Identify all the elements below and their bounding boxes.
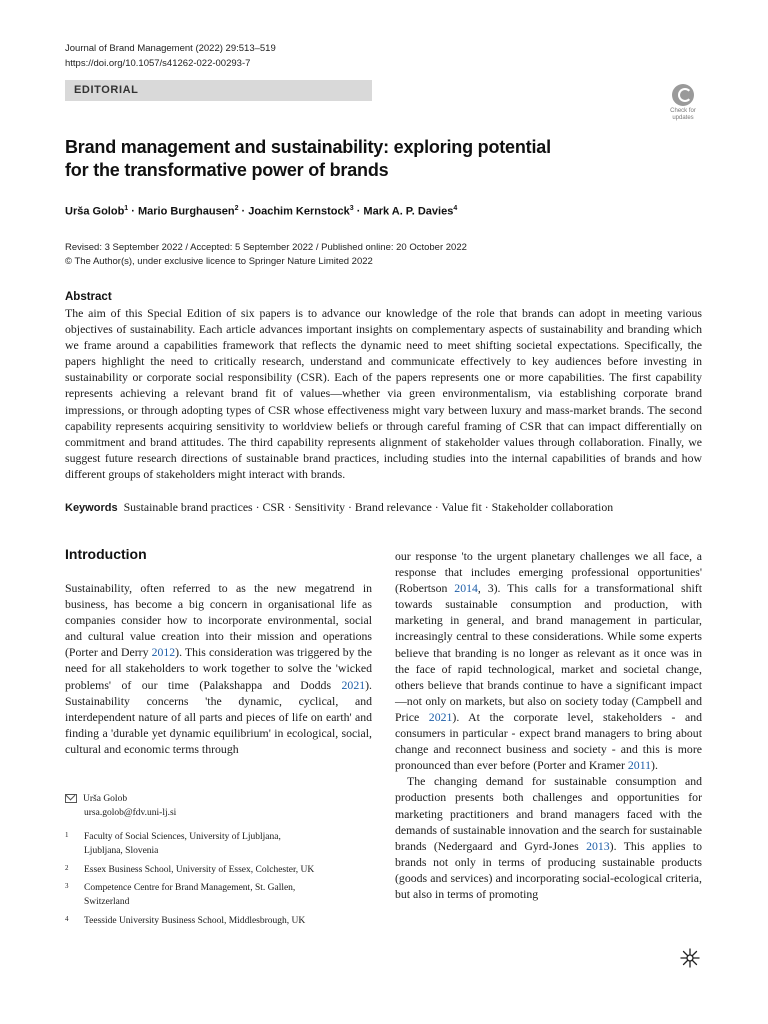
corresponding-author bbox=[65, 792, 176, 820]
affiliation bbox=[65, 830, 365, 858]
check-for-updates-badge[interactable] bbox=[663, 84, 703, 122]
paragraph: our response 'to the urgent planetary challenges we all face, a response that includes emerging professional opportunities' (Robertson 2014, 3). This calls for a transformational shift towards sustainable consumption and production, with marketing in general, and brand management in particular, increasingly central to these considerations. While some experts believe that branding is no longer as relevant as it once was in the face of rapid technological, market and societal change, others believe that brands continue to have a significant impact—not only on markets, but also on society today (Campbell and Price 2021). At the corporate level, stakeholders - and consumers in particular - expect brand managers to bring about change and reconnect business and society - and this is more pronounced than ever before (Porter and Kramer 2011). bbox=[395, 549, 702, 773]
author-name[interactable]: Mark A. P. Davies bbox=[363, 205, 454, 218]
citation-link[interactable]: 2021 bbox=[428, 709, 453, 724]
keywords bbox=[65, 500, 613, 515]
article-title bbox=[65, 136, 625, 182]
section-heading-introduction: Introduction bbox=[65, 546, 147, 562]
author-affil-sup: 1 bbox=[124, 205, 129, 212]
author-separator: · bbox=[238, 205, 249, 218]
author-list bbox=[65, 205, 457, 218]
abstract-text: The aim of this Special Edition of six papers is to advance our knowledge of the role that brands can adopt in meeting various objectives of sustainability. Each article advances important insights on complementary aspects of sustainability and branding which we frame around a capabilities framework that reflects the dynamic need to meet shifting societal expectations. Specifically, the papers highlight the need to critically research, understand and communicate effectively to key audiences before investing in sustainability or corporate social responsibility (CSR). Each of the papers represents one or more capabilities. The first capability represents achieving a relevant brand fit of values—whether via green environmentalism, via establishing corporate brand impressions, or through adopting types of CSR whose effectiveness might vary between luxury and mass-market brands. The second capability represents acquiring sensitivity to worldview beliefs or through careful framing of CSR that can impact differentially on commitment and brand attitudes. The third capability represents alignment of stakeholder values through collaboration. Finally, we suggest future research directions of sustainable brand practices, including studies into the internal capabilities of brands and how different groups of stakeholders might interact with brands. bbox=[65, 306, 702, 481]
envelope-icon bbox=[65, 794, 77, 803]
body-column-left bbox=[65, 580, 372, 757]
author-affil-sup: 4 bbox=[453, 205, 458, 212]
contact-name: Urša Golob bbox=[83, 794, 128, 804]
keywords-text: Sustainable brand practices · CSR · Sensitivity · Brand relevance · Value fit · Stakeholder collaboration bbox=[123, 500, 614, 514]
contact-email[interactable]: ursa.golob@fdv.uni-lj.si bbox=[84, 808, 177, 818]
citation-link[interactable]: 2013 bbox=[586, 838, 610, 853]
affiliation-line: Switzerland bbox=[84, 897, 130, 907]
affiliation-number: 1 bbox=[65, 831, 69, 839]
title-line-1: Brand management and sustainability: exploring potential bbox=[65, 137, 551, 157]
citation-link[interactable]: 2014 bbox=[454, 581, 478, 596]
check-for-updates-icon bbox=[672, 84, 694, 106]
abstract-heading: Abstract bbox=[65, 291, 112, 303]
copyright-line: © The Author(s), under exclusive licence to Springer Nature Limited 2022 bbox=[65, 256, 373, 267]
author-name[interactable]: Urša Golob bbox=[65, 205, 125, 218]
keywords-label: Keywords bbox=[65, 502, 118, 514]
affiliation-line: Teesside University Business School, Middlesbrough, UK bbox=[84, 916, 306, 926]
affiliation bbox=[65, 914, 365, 928]
paragraph: The changing demand for sustainable consumption and production presents both challenges and opportunities for marketing practitioners and brand managers faced with the demands of sustainable innovation and the search for sustainable brands (Nedergaard and Gyrd-Jones 2013). This applies to brands not only in terms of producing sustainable products (goods and services) and incorporating social-ecological criteria, but also in terms of promoting bbox=[395, 774, 703, 901]
author-separator: · bbox=[128, 205, 138, 218]
check-badge-line1: Check for bbox=[670, 108, 696, 114]
publication-dates bbox=[65, 241, 467, 269]
springer-logo-icon bbox=[680, 948, 700, 968]
author-separator: · bbox=[353, 205, 364, 218]
dates-line: Revised: 3 September 2022 / Accepted: 5 September 2022 / Published online: 20 October 2022 bbox=[65, 242, 467, 253]
affiliation bbox=[65, 881, 365, 909]
author-affil-sup: 3 bbox=[349, 205, 354, 212]
affiliation-line: Faculty of Social Sciences, University of Ljubljana, bbox=[84, 832, 281, 842]
journal-line: Journal of Brand Management (2022) 29:513–519 bbox=[65, 43, 276, 54]
body-column-right bbox=[395, 548, 702, 902]
affiliation-line: Competence Centre for Brand Management, St. Gallen, bbox=[84, 883, 296, 893]
section-label: EDITORIAL bbox=[65, 80, 372, 101]
citation-link[interactable]: 2012 bbox=[151, 645, 176, 660]
affiliation-line: Essex Business School, University of Essex, Colchester, UK bbox=[84, 865, 315, 875]
affiliation-number: 4 bbox=[65, 915, 69, 923]
author-name[interactable]: Mario Burghausen bbox=[137, 205, 235, 218]
journal-citation bbox=[65, 41, 276, 71]
citation-link[interactable]: 2021 bbox=[341, 677, 366, 692]
affiliation-number: 3 bbox=[65, 882, 69, 890]
title-line-2: for the transformative power of brands bbox=[65, 160, 389, 180]
affiliation bbox=[65, 863, 365, 877]
doi-link[interactable]: https://doi.org/10.1057/s41262-022-00293-7 bbox=[65, 58, 251, 69]
check-badge-line2: updates bbox=[672, 115, 694, 121]
paragraph: Sustainability, often referred to as the new megatrend in business, has become a big concern in organisational life as companies consider how to incorporate environmental, social and cultural value creation into their mission and operations (Porter and Derry 2012). This consideration was triggered by the need for all stakeholders to work together to solve the 'wicked problems' of our time (Palakshappa and Dodds 2021). Sustainability concerns 'the dynamic, cyclical, and interdependent nature of all parts and pieces of life on earth' and finding a 'durable yet dynamic equilibrium' in ecological, social, cultural and economic terms through bbox=[65, 581, 372, 756]
author-affil-sup: 2 bbox=[234, 205, 239, 212]
author-name[interactable]: Joachim Kernstock bbox=[248, 205, 350, 218]
affiliation-number: 2 bbox=[65, 864, 69, 872]
citation-link[interactable]: 2011 bbox=[627, 758, 652, 773]
affiliation-line: Ljubljana, Slovenia bbox=[84, 846, 159, 856]
